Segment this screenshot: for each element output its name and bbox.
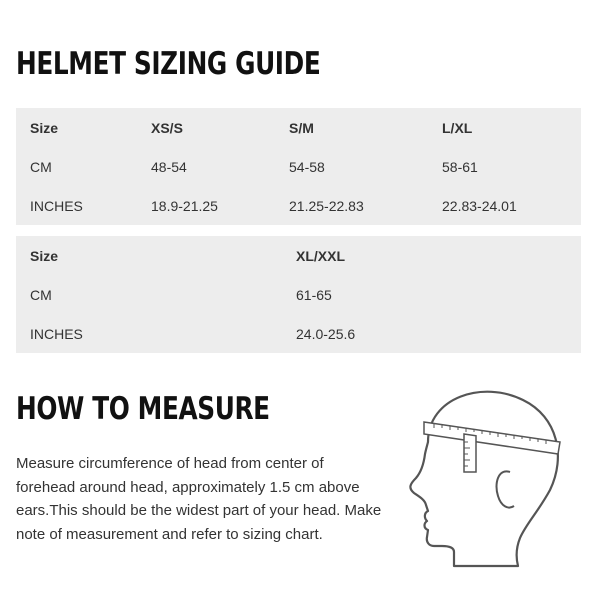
table-row [16,285,581,305]
table-cell: 22.83-24.01 [442,198,517,214]
head-measuring-tape-icon [398,372,568,568]
header-size: Size [30,248,59,264]
table-header-row [16,118,581,138]
table-cell: 21.25-22.83 [289,198,364,214]
row-label-inches: INCHES [30,326,83,342]
table-row [16,196,581,216]
sizing-guide-title: HELMET SIZING GUIDE [16,46,321,82]
size-table-primary [16,108,581,225]
table-cell: 24.0-25.6 [296,326,356,342]
row-label-cm: CM [30,159,52,175]
table-row [16,324,581,344]
table-cell: 58-61 [442,159,478,175]
header-l-xl: L/XL [442,120,473,136]
how-to-measure-title: HOW TO MEASURE [16,391,270,427]
header-xl-xxl: XL/XXL [296,248,346,264]
table-cell: 48-54 [151,159,187,175]
header-s-m: S/M [289,120,314,136]
row-label-inches: INCHES [30,198,83,214]
row-label-cm: CM [30,287,52,303]
measure-instructions: Measure circumference of head from center of forehead around head, approximately 1.5 cm above ears.This should be the widest part of your head. Make note of measurement and refer to sizing chart. [16,455,382,543]
table-cell: 54-58 [289,159,325,175]
table-header-row [16,246,581,266]
header-size: Size [30,120,59,136]
size-table-secondary [16,236,581,353]
table-row [16,157,581,177]
table-cell: 18.9-21.25 [151,198,218,214]
header-xs-s: XS/S [151,120,183,136]
table-cell: 61-65 [296,287,332,303]
